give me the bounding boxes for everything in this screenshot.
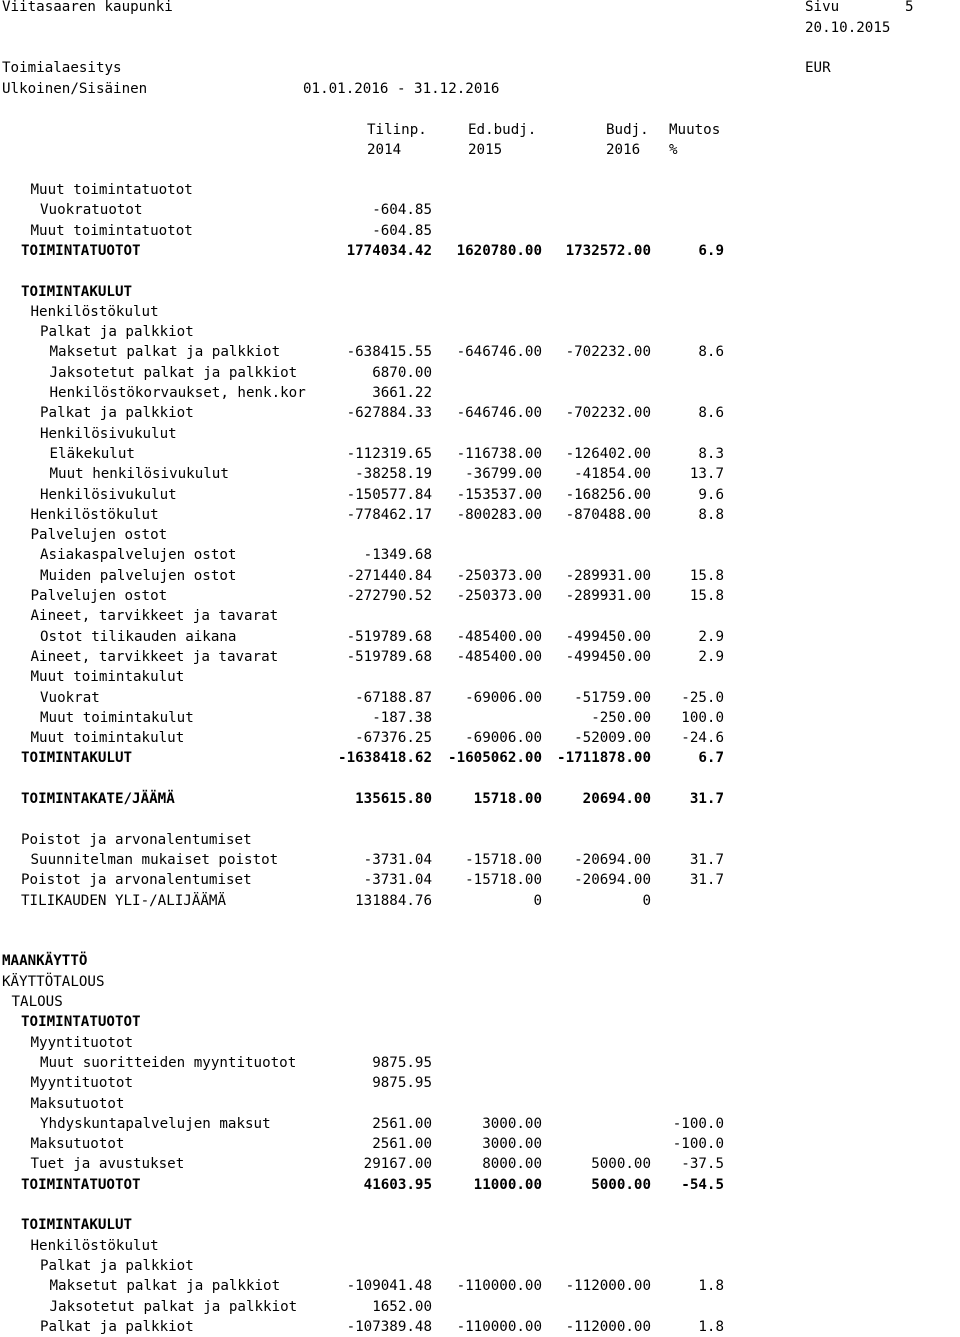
table-row xyxy=(0,241,960,261)
row-value-col3: -870488.00 xyxy=(565,506,651,523)
row-value-col2: -110000.00 xyxy=(456,1278,542,1295)
table-row xyxy=(0,1195,960,1215)
table-row xyxy=(0,627,960,647)
row-label: Vuokratuotot xyxy=(40,202,143,219)
table-row xyxy=(0,688,960,708)
row-value-col1: -3731.04 xyxy=(363,851,432,868)
table-row xyxy=(0,1276,960,1296)
row-label: MAANKÄYTTÖ xyxy=(2,953,88,970)
row-label: Maksetut palkat ja palkkiot xyxy=(49,344,281,361)
table-row xyxy=(0,505,960,525)
row-label: Muut toimintakulut xyxy=(30,730,185,747)
row-value-col1: -112319.65 xyxy=(346,445,432,462)
row-value-col2: -646746.00 xyxy=(456,344,542,361)
table-row xyxy=(0,363,960,383)
row-value-col2: 15718.00 xyxy=(473,791,542,807)
row-label: TALOUS xyxy=(11,994,63,1010)
table-row xyxy=(0,911,960,931)
currency-label: EUR xyxy=(805,60,831,76)
row-value-col1: -627884.33 xyxy=(346,405,432,422)
table-row xyxy=(0,972,960,992)
row-value-col3: -1711878.00 xyxy=(557,750,651,767)
row-value-col1: -519789.68 xyxy=(346,648,432,665)
row-value-col3: -41854.00 xyxy=(574,466,651,483)
row-label: Palkat ja palkkiot xyxy=(40,324,194,341)
row-value-col4: -100.0 xyxy=(672,1115,724,1132)
row-label: Henkilösivukulut xyxy=(40,486,177,503)
row-value-col4: 1.8 xyxy=(698,1318,724,1335)
col-year-budj: 2016 xyxy=(606,142,641,158)
row-value-col4: 31.7 xyxy=(689,872,724,889)
table-row xyxy=(0,180,960,200)
row-label: TOIMINTAKULUT xyxy=(21,750,133,767)
table-row xyxy=(0,647,960,667)
row-value-col3: -126402.00 xyxy=(565,445,651,462)
table-row xyxy=(0,708,960,728)
row-value-col1: 41603.95 xyxy=(363,1176,432,1193)
row-value-col4: 2.9 xyxy=(698,628,724,645)
row-value-col4: 2.9 xyxy=(698,648,724,665)
row-value-col3: -52009.00 xyxy=(574,730,651,747)
table-row xyxy=(0,485,960,505)
row-value-col1: -38258.19 xyxy=(355,466,432,483)
row-value-col4: 13.7 xyxy=(689,466,724,483)
row-value-col3: -112000.00 xyxy=(565,1278,651,1295)
row-label: TOIMINTATUOTOT xyxy=(21,242,141,259)
row-value-col1: 2561.00 xyxy=(372,1136,432,1153)
row-label: Muiden palvelujen ostot xyxy=(40,567,237,584)
row-value-col1: -150577.84 xyxy=(346,486,432,503)
row-value-col1: -778462.17 xyxy=(346,506,432,523)
row-value-col3: -289931.00 xyxy=(565,567,651,584)
row-value-col2: -15718.00 xyxy=(465,851,542,868)
row-value-col2: 0 xyxy=(533,892,542,909)
row-value-col3: 1732572.00 xyxy=(565,242,651,259)
row-value-col1: -638415.55 xyxy=(346,344,432,361)
table-row xyxy=(0,931,960,951)
table-row xyxy=(0,1256,960,1276)
table-row xyxy=(0,282,960,302)
row-value-col2: 1620780.00 xyxy=(456,242,542,259)
scope-label: Ulkoinen/Sisäinen xyxy=(2,81,148,97)
row-value-col1: -1638418.62 xyxy=(338,750,432,767)
row-value-col4: 6.7 xyxy=(698,750,724,767)
row-value-col1: 29167.00 xyxy=(363,1156,432,1173)
table-row xyxy=(0,1134,960,1154)
row-label: Myyntituotot xyxy=(30,1034,133,1051)
table-row xyxy=(0,1297,960,1317)
row-label: Palvelujen ostot xyxy=(30,588,168,604)
table-row xyxy=(0,1236,960,1256)
row-value-col2: -250373.00 xyxy=(456,588,542,604)
row-label: Palvelujen ostot xyxy=(30,527,168,544)
col-header-edbudj: Ed.budj. xyxy=(468,122,537,138)
row-value-col4: -54.5 xyxy=(681,1176,724,1193)
row-value-col3: -168256.00 xyxy=(565,486,651,503)
row-value-col1: -67376.25 xyxy=(355,730,432,747)
table-row xyxy=(0,992,960,1012)
col-header-budj: Budj. xyxy=(606,122,649,138)
row-value-col3: 20694.00 xyxy=(582,791,651,807)
table-row xyxy=(0,545,960,565)
row-label: Poistot ja arvonalentumiset xyxy=(21,831,252,848)
row-value-col1: -604.85 xyxy=(372,222,432,239)
table-row xyxy=(0,261,960,281)
row-value-col1: -519789.68 xyxy=(346,628,432,645)
row-label: Poistot ja arvonalentumiset xyxy=(21,872,252,889)
row-value-col2: -69006.00 xyxy=(465,730,542,747)
row-value-col4: 8.6 xyxy=(698,405,724,422)
row-value-col3: -702232.00 xyxy=(565,344,651,361)
row-value-col3: -702232.00 xyxy=(565,405,651,422)
table-row xyxy=(0,424,960,444)
row-value-col3: -112000.00 xyxy=(565,1318,651,1335)
row-value-col1: -604.85 xyxy=(372,202,432,219)
row-label: TOIMINTATUOTOT xyxy=(21,1176,141,1193)
row-label: Maksetut palkat ja palkkiot xyxy=(49,1278,281,1295)
table-row xyxy=(0,1033,960,1053)
row-value-col1: -109041.48 xyxy=(346,1278,432,1295)
row-label: Muut toimintakulut xyxy=(30,669,185,686)
table-row xyxy=(0,586,960,606)
row-label: Maksutuotot xyxy=(30,1095,125,1112)
row-label: Yhdyskuntapalvelujen maksut xyxy=(40,1115,271,1132)
row-value-col4: -100.0 xyxy=(672,1136,724,1153)
col-year-tilinp: 2014 xyxy=(367,142,402,158)
report-title: Toimialaesitys xyxy=(2,60,122,76)
row-label: Asiakaspalvelujen ostot xyxy=(40,547,237,564)
row-label: Maksutuotot xyxy=(30,1136,125,1153)
row-label: Aineet, tarvikkeet ja tavarat xyxy=(30,648,279,665)
row-value-col2: -485400.00 xyxy=(456,648,542,665)
page-number: 5 xyxy=(905,0,914,15)
row-value-col4: 8.6 xyxy=(698,344,724,361)
row-value-col4: 31.7 xyxy=(689,851,724,868)
row-label: Suunnitelman mukaiset poistot xyxy=(30,851,279,868)
row-value-col2: 8000.00 xyxy=(482,1156,542,1173)
row-label: Vuokrat xyxy=(40,689,100,706)
row-label: Palkat ja palkkiot xyxy=(40,1257,194,1274)
row-value-col2: 3000.00 xyxy=(482,1136,542,1153)
col-header-muutos: Muutos xyxy=(669,122,721,138)
row-value-col2: -1605062.00 xyxy=(448,750,542,767)
row-value-col1: 1652.00 xyxy=(372,1298,432,1315)
row-label: Muut toimintatuotot xyxy=(30,222,193,239)
row-value-col3: 5000.00 xyxy=(591,1176,651,1193)
table-row xyxy=(0,809,960,829)
row-value-col3: -250.00 xyxy=(591,709,651,726)
row-value-col4: 8.8 xyxy=(698,506,724,523)
row-value-col1: -67188.87 xyxy=(355,689,432,706)
table-row xyxy=(0,221,960,241)
row-value-col1: -107389.48 xyxy=(346,1318,432,1335)
table-row xyxy=(0,728,960,748)
row-label: Henkilöstökorvaukset, henk.kor xyxy=(49,385,306,401)
row-value-col3: -499450.00 xyxy=(565,628,651,645)
row-value-col3: 0 xyxy=(642,892,651,909)
row-value-col2: -485400.00 xyxy=(456,628,542,645)
row-label: Jaksotetut palkat ja palkkiot xyxy=(49,1298,298,1315)
row-value-col1: -3731.04 xyxy=(363,872,432,889)
row-label: KÄYTTÖTALOUS xyxy=(2,973,105,990)
table-row xyxy=(0,748,960,768)
row-value-col1: -271440.84 xyxy=(346,567,432,584)
row-label: Muut henkilösivukulut xyxy=(49,466,229,483)
table-row xyxy=(0,951,960,971)
col-year-edbudj: 2015 xyxy=(468,142,503,158)
table-row xyxy=(0,322,960,342)
row-value-col4: 100.0 xyxy=(681,709,724,726)
row-label: Muut suoritteiden myyntituotot xyxy=(40,1054,297,1071)
row-value-col4: -37.5 xyxy=(681,1156,724,1173)
table-row xyxy=(0,403,960,423)
table-row xyxy=(0,1114,960,1134)
row-value-col4: 15.8 xyxy=(689,567,724,584)
table-row xyxy=(0,464,960,484)
row-label: Aineet, tarvikkeet ja tavarat xyxy=(30,608,279,625)
row-label: TOIMINTAKULUT xyxy=(21,283,133,300)
row-value-col1: 6870.00 xyxy=(372,364,432,381)
table-row xyxy=(0,1012,960,1032)
row-label: Myyntituotot xyxy=(30,1075,133,1092)
row-value-col2: -15718.00 xyxy=(465,872,542,889)
row-label: Henkilöstökulut xyxy=(30,506,159,523)
row-label: TOIMINTATUOTOT xyxy=(21,1014,141,1031)
row-value-col1: -1349.68 xyxy=(363,547,432,564)
table-row xyxy=(0,891,960,911)
row-value-col3: 5000.00 xyxy=(591,1156,651,1173)
row-value-col2: -110000.00 xyxy=(456,1318,542,1335)
row-value-col2: -800283.00 xyxy=(456,506,542,523)
org-name: Viitasaaren kaupunki xyxy=(2,0,173,15)
row-value-col1: 3661.22 xyxy=(372,385,432,401)
period-label: 01.01.2016 - 31.12.2016 xyxy=(303,81,500,97)
row-value-col4: 9.6 xyxy=(698,486,724,503)
table-row xyxy=(0,383,960,403)
table-row xyxy=(0,302,960,322)
table-row xyxy=(0,667,960,687)
row-value-col1: 9875.95 xyxy=(372,1054,432,1071)
table-row xyxy=(0,1094,960,1114)
row-label: Tuet ja avustukset xyxy=(30,1156,185,1173)
row-label: Muut toimintatuotot xyxy=(30,182,193,198)
report-date: 20.10.2015 xyxy=(805,20,891,36)
row-label: Muut toimintakulut xyxy=(40,709,194,726)
row-value-col4: -24.6 xyxy=(681,730,724,747)
row-label: TOIMINTAKULUT xyxy=(21,1217,133,1234)
table-row xyxy=(0,200,960,220)
row-value-col4: 31.7 xyxy=(689,791,724,807)
row-value-col4: 1.8 xyxy=(698,1278,724,1295)
row-value-col2: 11000.00 xyxy=(473,1176,542,1193)
table-row xyxy=(0,1073,960,1093)
row-value-col4: 8.3 xyxy=(698,445,724,462)
table-row xyxy=(0,1154,960,1174)
row-value-col2: -36799.00 xyxy=(465,466,542,483)
table-row xyxy=(0,870,960,890)
table-row xyxy=(0,342,960,362)
col-header-tilinp: Tilinp. xyxy=(367,122,427,138)
col-year-muutos: % xyxy=(669,142,678,158)
row-value-col1: 1774034.42 xyxy=(346,242,432,259)
row-value-col1: 2561.00 xyxy=(372,1115,432,1132)
row-value-col4: 6.9 xyxy=(698,242,724,259)
row-label: Palkat ja palkkiot xyxy=(40,1318,194,1335)
table-row xyxy=(0,1053,960,1073)
row-value-col3: -20694.00 xyxy=(574,872,651,889)
row-value-col2: -116738.00 xyxy=(456,445,542,462)
row-value-col2: 3000.00 xyxy=(482,1115,542,1132)
row-value-col4: 15.8 xyxy=(689,588,724,604)
table-row xyxy=(0,1175,960,1195)
table-row xyxy=(0,769,960,789)
row-label: Henkilöstökulut xyxy=(30,303,159,320)
table-row xyxy=(0,850,960,870)
row-value-col2: -153537.00 xyxy=(456,486,542,503)
row-value-col1: -272790.52 xyxy=(346,588,432,604)
row-value-col3: -499450.00 xyxy=(565,648,651,665)
row-label: Eläkekulut xyxy=(49,445,135,462)
row-value-col3: -51759.00 xyxy=(574,689,651,706)
row-label: Henkilöstökulut xyxy=(30,1237,159,1254)
row-label: Henkilösivukulut xyxy=(40,425,177,442)
row-value-col2: -646746.00 xyxy=(456,405,542,422)
table-row xyxy=(0,566,960,586)
row-value-col4: -25.0 xyxy=(681,689,724,706)
row-value-col3: -20694.00 xyxy=(574,851,651,868)
table-row xyxy=(0,1215,960,1235)
row-value-col1: 135615.80 xyxy=(355,791,432,807)
page-label: Sivu xyxy=(805,0,840,15)
table-row xyxy=(0,525,960,545)
table-row xyxy=(0,830,960,850)
row-value-col2: -69006.00 xyxy=(465,689,542,706)
row-label: TILIKAUDEN YLI-/ALIJÄÄMÄ xyxy=(21,892,226,909)
row-value-col1: 9875.95 xyxy=(372,1075,432,1092)
table-row xyxy=(0,1317,960,1337)
table-row xyxy=(0,606,960,626)
row-value-col1: 131884.76 xyxy=(355,892,432,909)
table-row xyxy=(0,789,960,809)
row-label: Ostot tilikauden aikana xyxy=(40,628,237,645)
row-value-col1: -187.38 xyxy=(372,709,432,726)
row-value-col3: -289931.00 xyxy=(565,588,651,604)
row-label: Jaksotetut palkat ja palkkiot xyxy=(49,364,298,381)
row-label: Palkat ja palkkiot xyxy=(40,405,194,422)
row-label: TOIMINTAKATE/JÄÄMÄ xyxy=(21,791,175,807)
row-value-col2: -250373.00 xyxy=(456,567,542,584)
table-row xyxy=(0,444,960,464)
